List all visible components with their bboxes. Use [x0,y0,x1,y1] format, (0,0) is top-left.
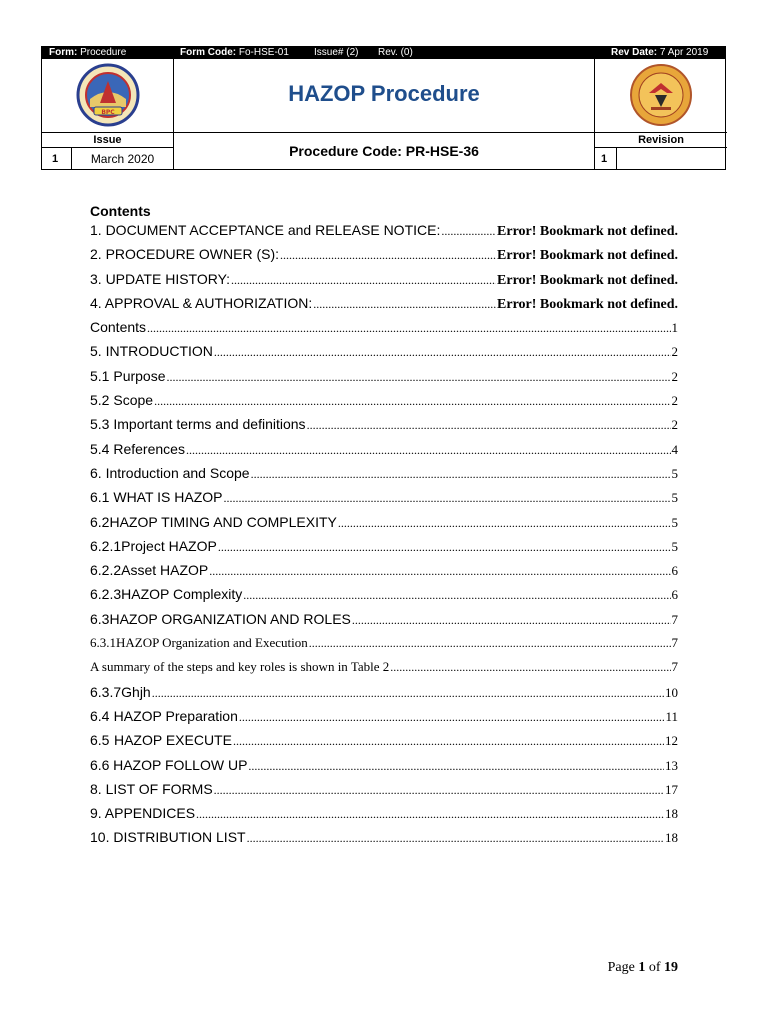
toc-entry[interactable] [90,271,678,295]
svg-text:BPC: BPC [101,109,115,116]
toc-entry-page: 7 [671,635,678,651]
toc-entry-label: 10. DISTRIBUTION LIST [90,829,246,846]
toc-entry[interactable] [90,392,678,416]
revision-label: Revision [595,132,727,147]
toc-leader-dots [231,273,496,288]
rev-date-field: Rev Date: 7 Apr 2019 [611,47,709,58]
toc-entry[interactable] [90,635,678,659]
toc-entry[interactable] [90,659,678,683]
toc-entry-page: 7 [671,659,678,675]
toc-entry-label: HAZOP Complexity [121,586,243,603]
left-logo-cell [42,59,174,132]
toc-leader-dots [251,467,671,482]
toc-entry-number: 6.3 [90,610,110,627]
company-emblem-logo-icon [629,63,693,127]
toc-entry-page: 6 [671,563,678,579]
toc-entry[interactable] [90,343,678,367]
toc-leader-dots [154,394,670,409]
toc-entry-number: 6.3.1 [90,635,116,651]
toc-entry[interactable] [90,319,678,343]
of-word: of [648,960,661,975]
toc-entry[interactable] [90,562,678,586]
toc-entry-page: 1 [671,320,678,336]
toc-leader-dots [186,443,671,458]
toc-leader-dots [248,759,664,774]
page-word: Page [607,960,635,975]
toc-entry-label: 6. Introduction and Scope [90,464,250,481]
toc-entry[interactable] [90,732,678,756]
toc-entry-label: HAZOP EXECUTE [113,732,232,749]
toc-leader-dots [338,516,671,531]
title-cell [174,59,595,132]
toc-entry-label: Project HAZOP [121,537,217,554]
toc-entry-label: HAZOP Organization and Execution [116,635,308,651]
toc-entry-page: Error! Bookmark not defined. [497,296,678,312]
toc-entry-number: 6.3.7 [90,683,122,700]
toc-leader-dots [196,807,664,822]
toc-entry-label: Asset HAZOP [121,562,209,579]
toc-leader-dots [280,248,496,263]
toc-leader-dots [352,613,671,628]
toc-entry-label: 2. PROCEDURE OWNER (S): [90,246,280,263]
toc-entry-number: 6.2.3 [90,586,122,603]
toc-entry-label: 5.2 Scope [90,392,154,409]
toc-leader-dots [247,831,664,846]
toc-entry[interactable] [90,368,678,392]
table-of-contents [90,222,678,854]
toc-entry-label: 3. UPDATE HISTORY: [90,270,231,287]
toc-leader-dots [214,345,671,360]
toc-leader-dots [239,710,665,725]
toc-entry[interactable] [90,222,678,246]
toc-leader-dots [313,297,496,312]
toc-entry-page: 5 [671,538,678,554]
toc-entry[interactable] [90,684,678,708]
toc-entry-label: A summary of the steps and key roles is shown in Table 2 [90,659,390,675]
toc-entry-page: 2 [671,393,678,409]
right-logo-cell [595,59,727,132]
document-title: HAZOP Procedure [288,81,480,106]
toc-entry[interactable] [90,465,678,489]
toc-entry-page: 2 [671,417,678,433]
toc-entry[interactable] [90,781,678,805]
toc-entry-page: Error! Bookmark not defined. [497,248,678,264]
toc-entry-page: 2 [671,344,678,360]
revision-number: 1 [595,147,617,169]
total-pages: 19 [664,960,678,975]
toc-entry-label: Contents [90,319,147,336]
toc-entry-page: Error! Bookmark not defined. [497,272,678,288]
toc-entry-page: Error! Bookmark not defined. [497,224,678,239]
toc-entry-label: 5.4 References [90,440,185,457]
toc-leader-dots [218,540,671,555]
toc-entry-number: 6.5 [90,732,110,749]
toc-entry[interactable] [90,805,678,829]
form-code-field: Form Code: Fo-HSE-01 [180,47,289,58]
toc-entry-page: 5 [671,490,678,506]
toc-entry-label: Ghjh [121,683,151,700]
toc-entry-page: 18 [665,830,678,846]
toc-entry[interactable] [90,586,678,610]
procedure-code: Procedure Code: PR-HSE-36 [174,132,595,169]
toc-entry-label: 9. APPENDICES [90,805,196,822]
toc-leader-dots [152,686,664,701]
toc-entry[interactable] [90,489,678,513]
toc-entry-number: 6.6 [90,756,110,773]
toc-entry-page: 5 [671,465,678,481]
toc-leader-dots [167,370,671,385]
toc-entry-page: 2 [671,368,678,384]
toc-entry-label: HAZOP Preparation [113,707,238,724]
toc-entry-label: 6.1 WHAT IS HAZOP [90,489,223,506]
toc-entry-page: 6 [671,587,678,603]
contents-heading: Contents [90,203,151,219]
issue-label: Issue [42,132,174,147]
toc-entry-label: 4. APPROVAL & AUTHORIZATION: [90,294,313,311]
toc-entry-number: 6.2.1 [90,537,122,554]
toc-leader-dots [147,321,670,336]
toc-entry[interactable] [90,538,678,562]
toc-entry-label: 1. DOCUMENT ACCEPTANCE and RELEASE NOTICE: [90,222,441,238]
form-info-bar [41,46,726,59]
toc-entry-label: HAZOP ORGANIZATION AND ROLES [109,610,351,627]
header-table [41,59,726,170]
toc-leader-dots [214,783,664,798]
issue-number-field: Issue# (2) [314,47,359,58]
toc-entry-label: 5. INTRODUCTION [90,343,213,360]
page-footer [608,960,678,976]
toc-entry-number: 6.4 [90,707,110,724]
toc-entry[interactable] [90,757,678,781]
toc-leader-dots [307,418,671,433]
toc-entry[interactable] [90,416,678,440]
company-seal-logo-icon [76,63,140,127]
toc-leader-dots [441,224,496,239]
toc-leader-dots [209,564,670,579]
toc-entry[interactable] [90,514,678,538]
toc-entry-number: 6.2 [90,513,110,530]
toc-entry[interactable] [90,611,678,635]
toc-leader-dots [233,734,664,749]
revision-blank-cell [617,147,727,169]
toc-entry[interactable] [90,441,678,465]
toc-leader-dots [309,636,671,651]
toc-entry[interactable] [90,295,678,319]
toc-entry[interactable] [90,708,678,732]
toc-entry-page: 13 [665,757,678,773]
toc-entry-label: HAZOP FOLLOW UP [113,756,248,773]
toc-entry-page: 11 [665,708,678,724]
toc-entry-page: 17 [665,781,678,797]
toc-entry-label: HAZOP TIMING AND COMPLEXITY [109,513,337,530]
toc-entry-page: 4 [671,441,678,457]
form-field: Form: Procedure [49,47,127,58]
toc-leader-dots [390,660,670,675]
toc-entry-page: 12 [665,733,678,749]
issue-number: 1 [42,147,72,169]
toc-leader-dots [224,491,671,506]
document-header [41,46,726,170]
toc-entry-label: 5.3 Important terms and definitions [90,416,306,433]
toc-leader-dots [243,588,670,603]
toc-entry-page: 18 [665,806,678,822]
toc-entry-page: 5 [671,514,678,530]
toc-entry[interactable] [90,829,678,853]
toc-entry-label: 5.1 Purpose [90,367,166,384]
toc-entry-number: 6.2.2 [90,562,122,579]
rev-number-field: Rev. (0) [378,47,413,58]
toc-entry-label: 8. LIST OF FORMS [90,780,213,797]
toc-entry-page: 7 [671,611,678,627]
issue-date: March 2020 [72,147,174,169]
toc-entry-page: 10 [665,684,678,700]
toc-entry[interactable] [90,246,678,270]
current-page: 1 [638,960,646,975]
